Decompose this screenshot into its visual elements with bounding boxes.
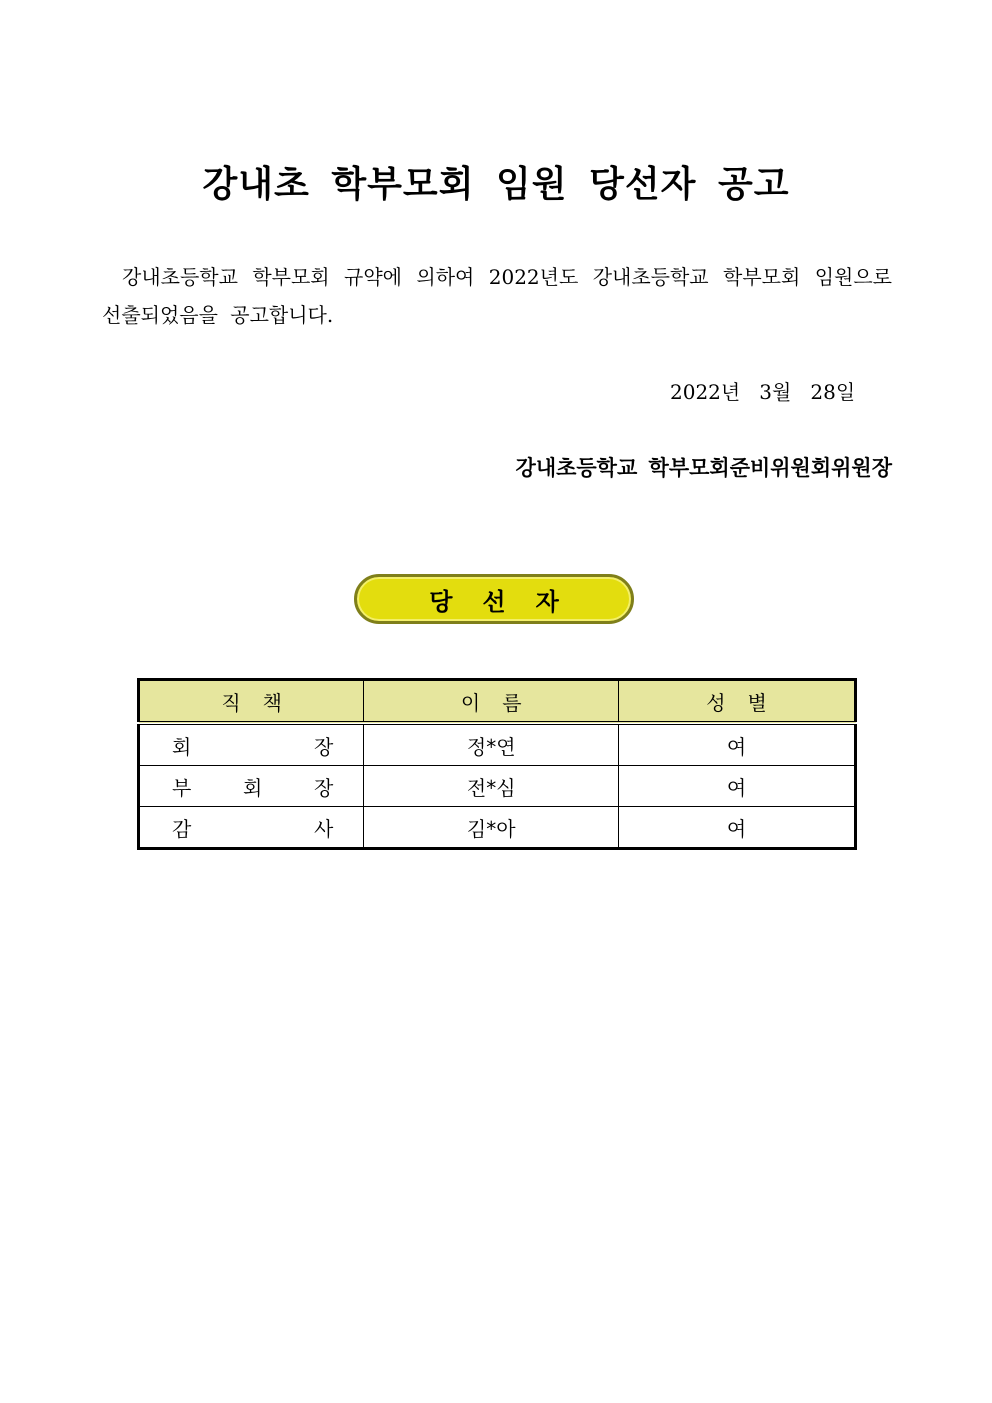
issuer-signature: 강내초등학교 학부모회준비위원회위원장 [515, 455, 892, 480]
gender-cell: 여 [619, 766, 856, 807]
elected-officers-table [137, 678, 857, 850]
table-row [139, 807, 856, 849]
position-char: 장 [314, 734, 334, 759]
position-cell [139, 723, 364, 766]
position-char: 감 [172, 816, 192, 841]
gender-cell: 여 [619, 807, 856, 849]
announcement-date: 2022년 3월 28일 [670, 380, 856, 404]
elected-section-badge [354, 574, 634, 624]
column-header-name: 이름 [364, 680, 619, 724]
gender-cell: 여 [619, 723, 856, 766]
column-header-gender: 성별 [619, 680, 856, 724]
announcement-text: 강내초등학교 학부모회 규약에 의하여 2022년도 강내초등학교 학부모회 임원으로 선출되었음을 공고합니다. [102, 265, 892, 327]
page-title: 강내초 학부모회 임원 당선자 공고 [202, 164, 790, 205]
position-cell [139, 807, 364, 849]
position-char: 회 [243, 775, 263, 800]
name-cell: 김*아 [364, 807, 619, 849]
column-header-position: 직책 [139, 680, 364, 724]
name-cell: 정*연 [364, 723, 619, 766]
position-char: 사 [314, 816, 334, 841]
table-row [139, 723, 856, 766]
position-char: 장 [314, 775, 334, 800]
position-char: 부 [172, 775, 192, 800]
table-row [139, 766, 856, 807]
section-badge-label: 당선자 [429, 587, 589, 616]
table-header-row [139, 680, 856, 724]
position-char: 회 [172, 734, 192, 759]
name-cell: 전*심 [364, 766, 619, 807]
position-cell [139, 766, 364, 807]
